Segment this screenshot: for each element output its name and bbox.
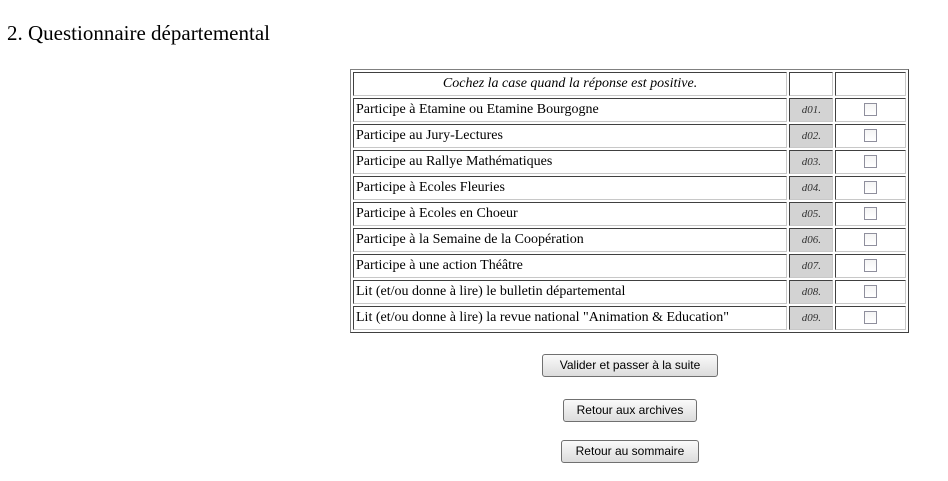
table-row	[353, 124, 906, 148]
question-code: d01.	[789, 98, 833, 122]
table-row	[353, 280, 906, 304]
question-checkbox-d09[interactable]	[864, 311, 877, 324]
question-label: Participe à Ecoles en Choeur	[353, 202, 787, 226]
question-code: d06.	[789, 228, 833, 252]
table-row	[353, 254, 906, 278]
header-code-cell	[789, 72, 833, 96]
table-row	[353, 176, 906, 200]
back-to-summary-button[interactable]: Retour au sommaire	[561, 440, 699, 463]
question-check-cell	[835, 176, 906, 200]
question-checkbox-d02[interactable]	[864, 129, 877, 142]
question-check-cell	[835, 202, 906, 226]
question-label: Participe au Jury-Lectures	[353, 124, 787, 148]
question-check-cell	[835, 150, 906, 174]
question-check-cell	[835, 98, 906, 122]
question-code: d05.	[789, 202, 833, 226]
question-label: Participe à la Semaine de la Coopération	[353, 228, 787, 252]
question-checkbox-d05[interactable]	[864, 207, 877, 220]
table-row	[353, 202, 906, 226]
question-label: Participe à Ecoles Fleuries	[353, 176, 787, 200]
table-header-row	[353, 72, 906, 96]
question-label: Participe à Etamine ou Etamine Bourgogne	[353, 98, 787, 122]
question-checkbox-d01[interactable]	[864, 103, 877, 116]
table-row	[353, 306, 906, 330]
instruction-text: Cochez la case quand la réponse est positive.	[353, 72, 787, 96]
question-code: d09.	[789, 306, 833, 330]
submit-next-button[interactable]: Valider et passer à la suite	[542, 354, 718, 377]
question-label: Lit (et/ou donne à lire) le bulletin départemental	[353, 280, 787, 304]
question-checkbox-d04[interactable]	[864, 181, 877, 194]
questionnaire-table	[350, 69, 909, 333]
table-row	[353, 228, 906, 252]
question-label: Participe à une action Théâtre	[353, 254, 787, 278]
question-code: d04.	[789, 176, 833, 200]
table-row	[353, 150, 906, 174]
question-checkbox-d03[interactable]	[864, 155, 877, 168]
question-check-cell	[835, 228, 906, 252]
question-code: d08.	[789, 280, 833, 304]
question-checkbox-d08[interactable]	[864, 285, 877, 298]
question-check-cell	[835, 254, 906, 278]
question-checkbox-d06[interactable]	[864, 233, 877, 246]
question-checkbox-d07[interactable]	[864, 259, 877, 272]
question-code: d03.	[789, 150, 833, 174]
back-to-archives-button[interactable]: Retour aux archives	[563, 399, 697, 422]
table-row	[353, 98, 906, 122]
header-check-cell	[835, 72, 906, 96]
question-code: d07.	[789, 254, 833, 278]
question-label: Lit (et/ou donne à lire) la revue national "Animation & Education"	[353, 306, 787, 330]
question-code: d02.	[789, 124, 833, 148]
question-check-cell	[835, 306, 906, 330]
question-label: Participe au Rallye Mathématiques	[353, 150, 787, 174]
page-title: 2. Questionnaire départemental	[7, 21, 270, 45]
question-check-cell	[835, 124, 906, 148]
question-check-cell	[835, 280, 906, 304]
